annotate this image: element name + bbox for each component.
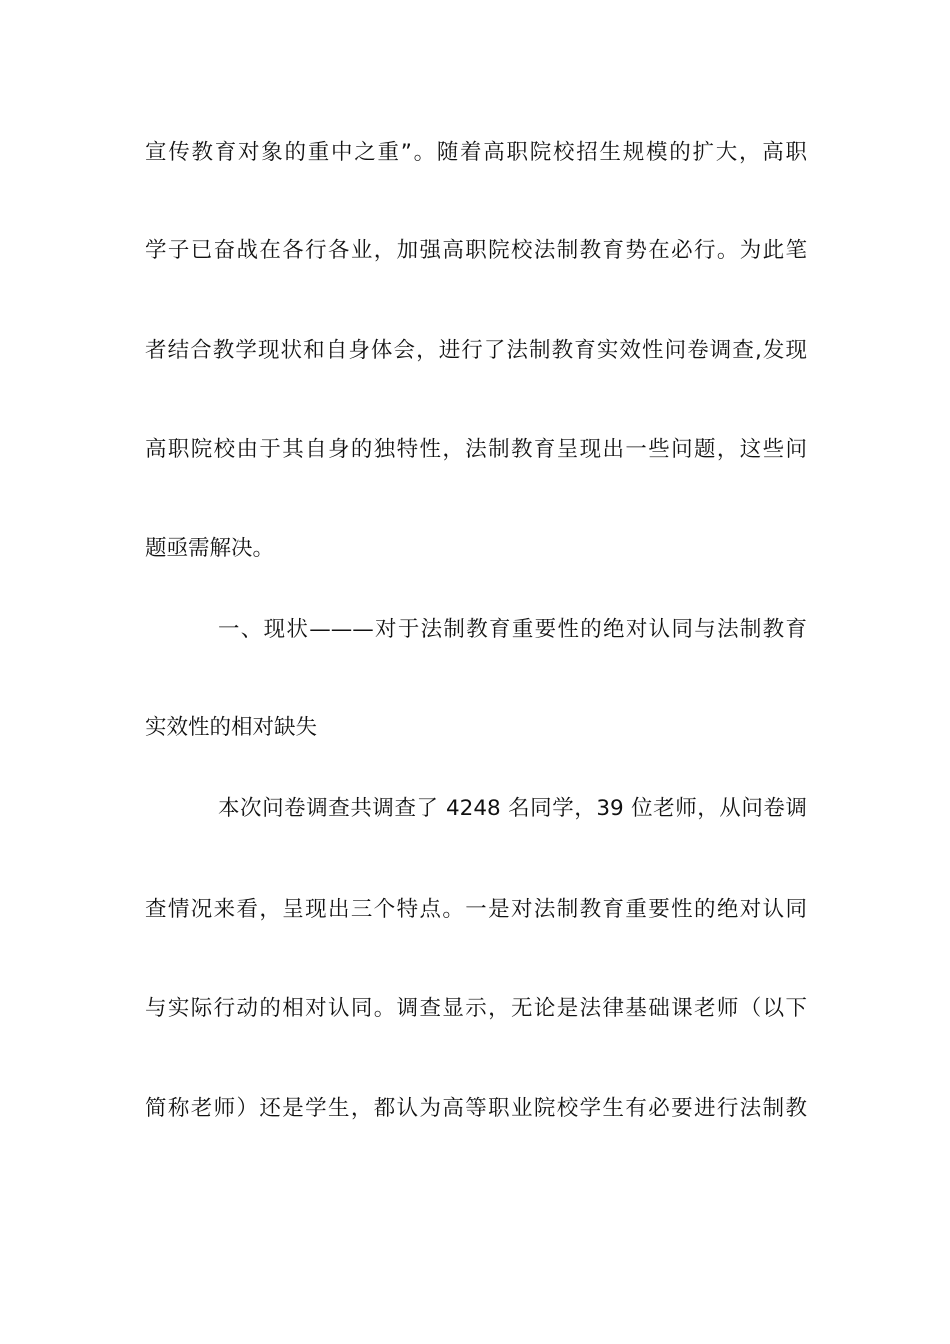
paragraph-line-8: 与实际行动的相对认同。调查显示，无论是法律基础课老师（以下 <box>145 996 807 1021</box>
paragraph-line-1: 宣传教育对象的重中之重”。随着高职院校招生规模的扩大，高职 <box>145 140 807 165</box>
paragraph-line-5: 题亟需解决。 <box>145 536 275 561</box>
paragraph-line-7: 查情况来看，呈现出三个特点。一是对法制教育重要性的绝对认同 <box>145 897 807 922</box>
section-heading-line-2: 实效性的相对缺失 <box>145 715 318 740</box>
section-heading-line-1: 一、现状———对于法制教育重要性的绝对认同与法制教育 <box>218 617 807 642</box>
paragraph-line-6: 本次问卷调查共调查了 4248 名同学，39 位老师，从问卷调 <box>218 796 807 821</box>
paragraph-line-2: 学子已奋战在各行各业，加强高职院校法制教育势在必行。为此笔 <box>145 238 807 263</box>
paragraph-line-9: 简称老师）还是学生，都认为高等职业院校学生有必要进行法制教 <box>145 1096 807 1121</box>
paragraph-line-4: 高职院校由于其自身的独特性，法制教育呈现出一些问题，这些问 <box>145 437 807 462</box>
paragraph-line-3: 者结合教学现状和自身体会，进行了法制教育实效性问卷调查,发现 <box>145 338 807 363</box>
